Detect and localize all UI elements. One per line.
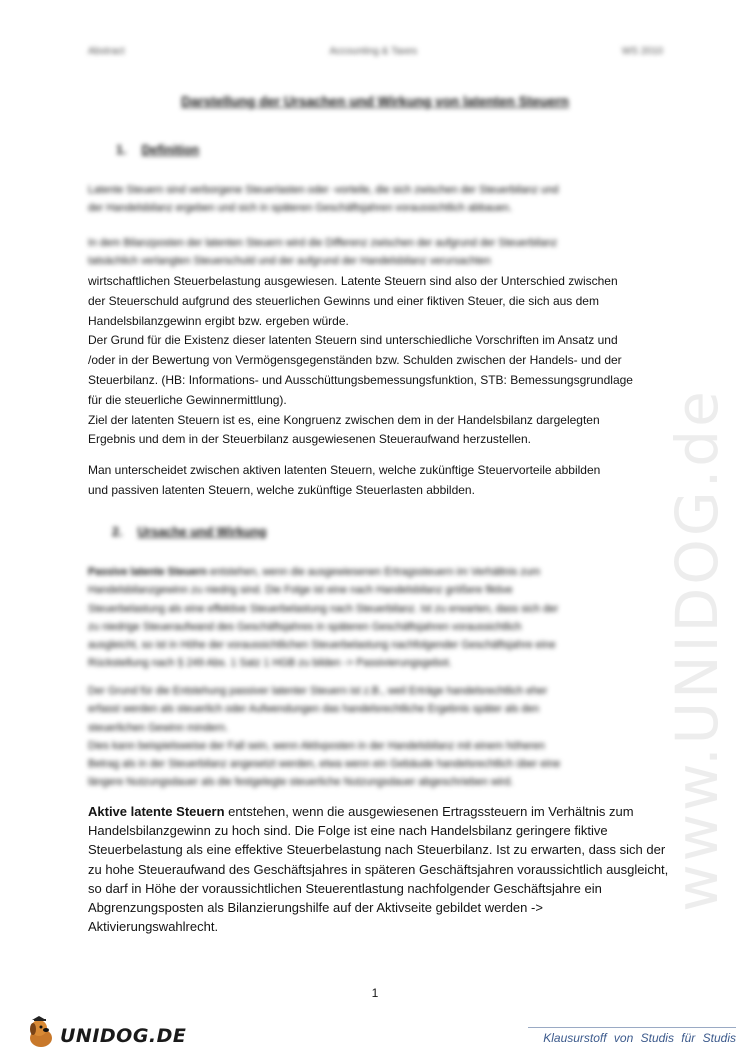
text-line: steuerlichen Gewinn mindern. bbox=[88, 721, 229, 734]
text-line: entstehen, wenn die ausgewiesenen Ertragssteuern im Verhältnis zum bbox=[206, 566, 541, 578]
text-line: zu niedrige Steueraufwand des Geschäftsjahres in späteren Geschäftsjahren voraussichtlich bbox=[88, 620, 522, 633]
text-line: Man unterscheidet zwischen aktiven latenten Steuern, welche zukünftige Steuervorteile abbilden bbox=[88, 463, 601, 477]
logo-text: UNIDOG.DE bbox=[60, 1024, 187, 1047]
definition-paragraph-2 bbox=[88, 272, 668, 450]
footer-slogan: Klausurstoff von Studis für Studis bbox=[543, 1031, 736, 1045]
text-line: so darf in Höhe der voraussichtlichen Steuerentlastung nachfolgender Geschäftsjahre ein bbox=[88, 880, 602, 896]
text-line: In dem Bilanzposten der latenten Steuern wird die Differenz zwischen der aufgrund der Steuerbilanz bbox=[88, 237, 558, 249]
text-line: längere Nutzungsdauer als die festgelegte steuerliche Nutzungsdauer abgeschrieben wird. bbox=[88, 776, 514, 789]
cause-paragraph bbox=[88, 682, 668, 792]
text-line: Der Grund für die Entstehung passiver latenter Steuern ist z.B., weil Erträge handelsrechtlich eher bbox=[88, 685, 548, 697]
dog-mascot-icon bbox=[24, 1016, 58, 1055]
text-line: Aktivierungswahlrecht. bbox=[88, 919, 219, 935]
text-line: für die steuerliche Gewinnermittlung). bbox=[88, 392, 287, 407]
active-term: Aktive latente Steuern bbox=[88, 804, 225, 819]
header-left: Abstract bbox=[88, 46, 125, 57]
text-line: Betrag als in der Steuerbilanz angesetzt werden, etwa wenn ein Gebäude handelsrechtlich über eine bbox=[88, 758, 561, 771]
text-line: Dies kann beispielsweise der Fall sein, wenn Aktivposten in der Handelsbilanz mit einem höheren bbox=[88, 739, 545, 752]
passive-term: Passive latente Steuern bbox=[88, 566, 207, 578]
definition-paragraph-3 bbox=[88, 461, 668, 501]
text-line: Ziel der latenten Steuern ist es, eine Kongruenz zwischen dem in der Handelsbilanz dargelegten bbox=[88, 412, 600, 427]
section-1-number: 1. bbox=[116, 143, 127, 157]
text-line: Abgrenzungsposten als Bilanzierungshilfe auf der Aktivseite gebildet werden -> bbox=[88, 900, 543, 916]
text-line: Latente Steuern sind verborgene Steuerlasten oder -vorteile, die sich zwischen der Steuerbilanz und bbox=[88, 184, 559, 196]
page-number: 1 bbox=[371, 986, 379, 1000]
text-line: wirtschaftlichen Steuerbelastung ausgewiesen. Latente Steuern sind also der Unterschied zwischen bbox=[88, 274, 618, 288]
text-line: tatsächlich verlangten Steuerschuld und der aufgrund der Handelsbilanz verursachten bbox=[88, 255, 491, 268]
text-line: der Steuerschuld aufgrund des steuerlichen Gewinns und einer fiktiven Steuer, die sich aus dem bbox=[88, 293, 599, 308]
text-line: entstehen, wenn die ausgewiesenen Ertragssteuern im Verhältnis zum bbox=[224, 804, 634, 819]
header-right: WS 2010 bbox=[621, 46, 663, 57]
text-line: Steuerbilanz. (HB: Informations- und Ausschüttungsbemessungsfunktion, STB: Bemessungsgrundlage bbox=[88, 372, 633, 387]
text-line: Handelsbilanzgewinn ergibt bzw. ergeben würde. bbox=[88, 313, 349, 328]
section-2-number: 2. bbox=[112, 525, 123, 539]
text-line: /oder in der Bewertung von Vermögensgegenständen bzw. Schulden zwischen der Handels- und der bbox=[88, 353, 622, 368]
text-line: und passiven latenten Steuern, welche zukünftige Steuerlasten abbilden. bbox=[88, 482, 475, 497]
footer-divider bbox=[528, 1027, 736, 1028]
watermark: www.UNIDOG.de bbox=[663, 388, 731, 912]
document-title: Darstellung der Ursachen und Wirkung von latenten Steuern bbox=[181, 94, 569, 109]
text-line: Der Grund für die Existenz dieser latenten Steuern sind unterschiedliche Vorschriften im Ansatz und bbox=[88, 333, 618, 348]
section-1-heading bbox=[116, 143, 199, 157]
section-1-title: Definition bbox=[141, 143, 200, 157]
text-line: Steuerbelastung als eine effektive Steuerbelastung nach Steuerbilanz. Ist zu erwarten, dass sich der bbox=[88, 602, 559, 615]
text-line: ausgleicht, so ist in Höhe der voraussichtlichen Steuerbelastung nachfolgender Geschäftsjahre eine bbox=[88, 639, 556, 652]
text-line: Steuerbelastung als eine effektive Steuerbelastung nach Steuerbilanz. Ist zu erwarten, dass sich der bbox=[88, 842, 666, 858]
text-line: der Handelsbilanz ergeben und sich in späteren Geschäftsjahren voraussichtlich abbauen. bbox=[88, 202, 513, 215]
text-line: zu hohe Steueraufwand des Geschäftsjahres in späteren Geschäftsjahren voraussichtlich ausgleicht, bbox=[88, 861, 669, 877]
text-line: Handelsbilanzgewinn zu niedrig sind. Die Folge ist eine nach Handelsbilanz größere fiktive bbox=[88, 584, 513, 597]
section-2-title: Ursache und Wirkung bbox=[137, 525, 267, 539]
text-line: erfasst werden als steuerlich oder Aufwendungen das handelsrechtliche Ergebnis später als den bbox=[88, 703, 540, 716]
header-center: Accounting & Taxes bbox=[329, 46, 418, 57]
section-2-heading bbox=[112, 525, 267, 539]
unidog-logo[interactable] bbox=[24, 1016, 186, 1055]
text-line: Ergebnis und dem in der Steuerbilanz ausgewiesenen Steueraufwand herzustellen. bbox=[88, 432, 531, 447]
passive-paragraph bbox=[88, 563, 668, 673]
definition-paragraph-2-blurred bbox=[88, 234, 668, 271]
text-line: Handelsbilanzgewinn zu hoch sind. Die Folge ist eine nach Handelsbilanz geringere fiktive bbox=[88, 823, 608, 839]
active-paragraph bbox=[88, 802, 668, 936]
text-line: Rückstellung nach § 249 Abs. 1 Satz 1 HGB zu bilden -> Passivierungsgebot. bbox=[88, 657, 452, 670]
page-header bbox=[88, 46, 663, 57]
definition-paragraph-1 bbox=[88, 181, 668, 218]
